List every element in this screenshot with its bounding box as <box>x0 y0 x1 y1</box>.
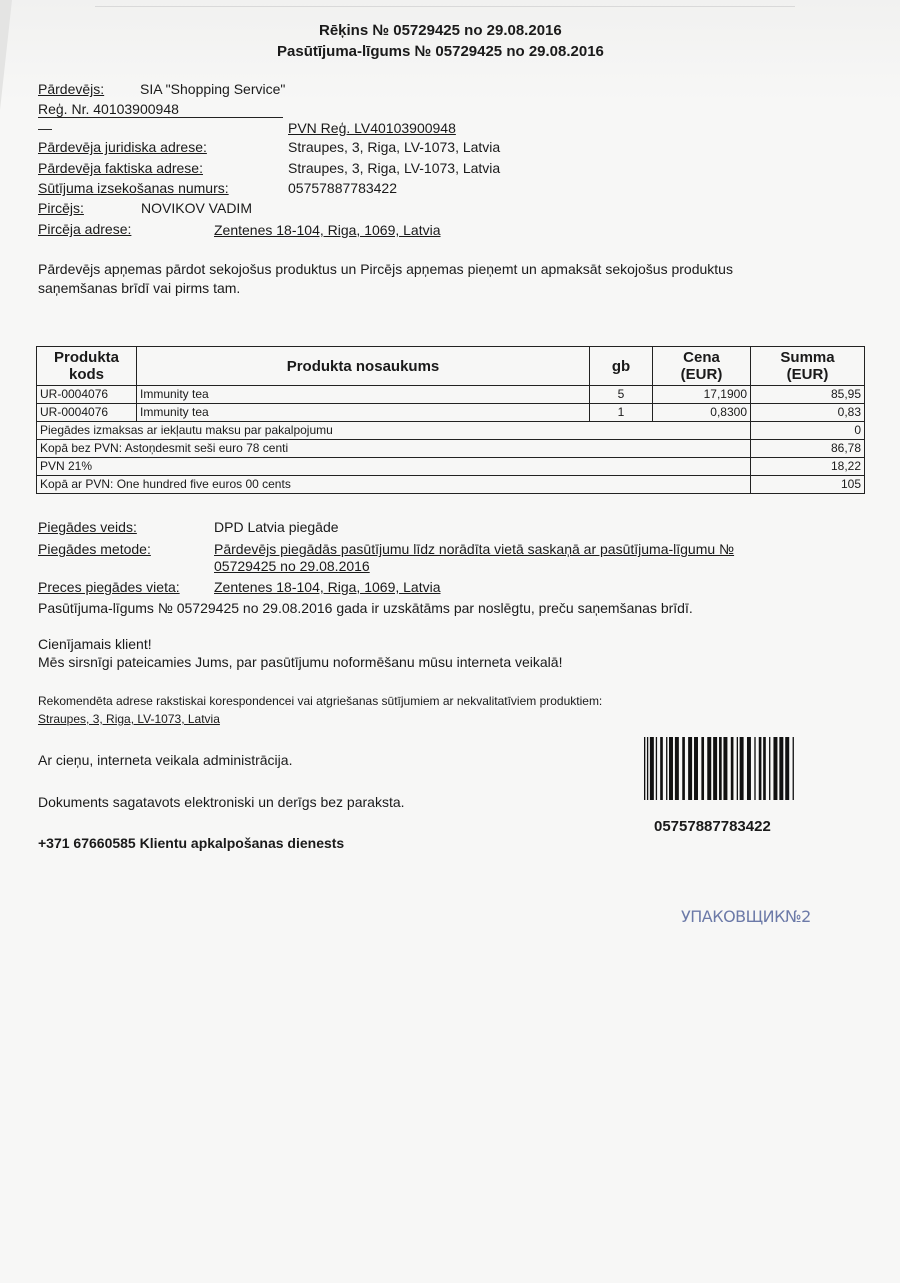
recommend-address: Straupes, 3, Riga, LV-1073, Latvia <box>38 712 220 726</box>
contract-title: Pasūtījuma-līgums № 05729425 no 29.08.2016 <box>277 43 604 60</box>
total-value: 18,22 <box>751 458 865 476</box>
total-row-delivery <box>37 422 865 440</box>
col-sum <box>751 347 865 386</box>
table-row <box>37 404 865 422</box>
total-value: 105 <box>751 476 865 494</box>
barcode-bar <box>688 737 692 800</box>
no-signature: Dokuments sagatavots elektroniski un derīgs bez paraksta. <box>38 794 405 810</box>
buyer-address-value: Zentenes 18-104, Riga, 1069, Latvia <box>214 222 441 238</box>
total-row-gross <box>37 476 865 494</box>
barcode-bar <box>656 737 657 800</box>
delivery-type-label: Piegādes veids: <box>38 519 137 535</box>
seller-value: SIA "Shopping Service" <box>140 81 286 97</box>
delivery-place-value: Zentenes 18-104, Riga, 1069, Latvia <box>214 579 441 595</box>
phone: +371 67660585 Klientu apkalpošanas dienests <box>38 835 345 851</box>
total-label: Kopā bez PVN: Astoņdesmit seši euro 78 centi <box>37 440 751 458</box>
row-name: Immunity tea <box>137 386 590 404</box>
buyer-value: NOVIKOV VADIM <box>141 200 252 216</box>
delivery-place-label: Preces piegādes vieta: <box>38 579 180 595</box>
delivery-method-line1: Pārdevējs piegādās pasūtījumu līdz norādīta vietā saskaņā ar pasūtījuma-līgumu № <box>214 541 735 557</box>
legal-address-value: Straupes, 3, Riga, LV-1073, Latvia <box>288 139 501 155</box>
total-label: Kopā ar PVN: One hundred five euros 00 cents <box>37 476 751 494</box>
barcode-bar <box>707 737 711 800</box>
tracking-label: Sūtījuma izsekošanas numurs: <box>38 180 229 196</box>
barcode-bar <box>647 737 648 800</box>
buyer-address-label: Pircēja adrese: <box>38 221 132 237</box>
row-sum: 0,83 <box>751 404 865 422</box>
col-code-line1: Produkta <box>53 349 119 366</box>
invoice-title: Rēķins № 05729425 no 29.08.2016 <box>319 22 562 39</box>
barcode-bar <box>740 737 744 800</box>
barcode-bar <box>713 737 717 800</box>
barcode-bar <box>737 737 738 800</box>
delivery-method-label: Piegādes metode: <box>38 541 151 557</box>
delivery-type-value: DPD Latvia piegāde <box>214 519 339 535</box>
intro-line-2: saņemšanas brīdī vai pirms tam. <box>38 280 241 296</box>
total-value: 0 <box>751 422 865 440</box>
tracking-value: 05757887783422 <box>288 180 398 196</box>
actual-address-value: Straupes, 3, Riga, LV-1073, Latvia <box>288 160 501 176</box>
seller-label: Pārdevējs: <box>38 81 105 97</box>
total-label: PVN 21% <box>37 458 751 476</box>
contract-note: Pasūtījuma-līgums № 05729425 no 29.08.2016 gada ir uzskātāms par noslēgtu, preču saņemšanas brīdī. <box>38 600 693 616</box>
row-code: UR-0004076 <box>37 404 137 422</box>
barcode-number: 05757887783422 <box>654 818 771 835</box>
barcode-bar <box>669 737 673 800</box>
col-code-line2: kods <box>68 366 104 383</box>
barcode-bar <box>701 737 704 800</box>
row-price: 17,1900 <box>653 386 751 404</box>
row-price: 0,8300 <box>653 404 751 422</box>
regards: Ar cieņu, interneta veikala administrācija. <box>38 752 293 768</box>
barcode-bar <box>773 737 777 800</box>
barcode-bar <box>793 737 794 800</box>
delivery-method-line2: 05729425 no 29.08.2016 <box>214 558 370 574</box>
packer-stamp: УПАКОВЩИК№2 <box>681 907 811 926</box>
row-qty: 1 <box>590 404 653 422</box>
row-name: Immunity tea <box>137 404 590 422</box>
top-edge-line <box>95 6 795 7</box>
recommend-text: Rekomendēta adrese rakstiskai korespondencei vai atgriešanas sūtījumiem ar nekvalitatīviem produktiem: <box>38 694 603 708</box>
row-qty: 5 <box>590 386 653 404</box>
col-name: Produkta nosaukums <box>137 347 590 386</box>
barcode-bar <box>675 737 679 800</box>
total-row-net <box>37 440 865 458</box>
barcode-bar <box>666 737 667 800</box>
col-price-line1: Cena <box>683 349 720 366</box>
col-sum-line1: Summa <box>780 349 835 366</box>
legal-address-label: Pārdevēja juridiska adrese: <box>38 139 207 155</box>
col-sum-line2: (EUR) <box>786 366 829 383</box>
barcode-bar <box>694 737 698 800</box>
barcode-bar <box>763 737 766 800</box>
vat-reg: PVN Reģ. LV40103900948 <box>288 120 456 136</box>
barcode-bar <box>785 737 789 800</box>
barcode-bar <box>759 737 762 800</box>
barcode-bar <box>779 737 783 800</box>
buyer-label: Pircējs: <box>38 200 84 216</box>
actual-address-label: Pārdevēja faktiska adrese: <box>38 160 203 176</box>
reg-number: Reģ. Nr. 40103900948 <box>38 101 283 118</box>
total-row-vat <box>37 458 865 476</box>
table-header-row <box>37 347 865 386</box>
dash: — <box>38 120 52 136</box>
col-price-line2: (EUR) <box>680 366 723 383</box>
intro-line-1: Pārdevējs apņemas pārdot sekojošus produktus un Pircējs apņemas pieņemt un apmaksāt sekojošus produktus <box>38 261 733 277</box>
items-table <box>36 346 865 494</box>
barcode-bar <box>660 737 663 800</box>
col-code <box>37 347 137 386</box>
table-row <box>37 386 865 404</box>
folded-corner <box>0 0 12 110</box>
barcode-bar <box>747 737 751 800</box>
barcode-bar <box>754 737 755 800</box>
row-code: UR-0004076 <box>37 386 137 404</box>
barcode-bar <box>731 737 734 800</box>
total-label: Piegādes izmaksas ar iekļautu maksu par pakalpojumu <box>37 422 751 440</box>
barcode-bar <box>723 737 727 800</box>
total-value: 86,78 <box>751 440 865 458</box>
col-price <box>653 347 751 386</box>
barcode-bar <box>769 737 770 800</box>
barcode-bar <box>644 737 645 800</box>
row-sum: 85,95 <box>751 386 865 404</box>
greeting: Cienījamais klient! <box>38 636 152 652</box>
barcode-bar <box>719 737 722 800</box>
barcode-icon <box>644 737 797 800</box>
barcode-bar <box>682 737 685 800</box>
thanks: Mēs sirsnīgi pateicamies Jums, par pasūtījumu noformēšanu mūsu interneta veikalā! <box>38 654 563 670</box>
col-qty: gb <box>590 347 653 386</box>
barcode-bar <box>650 737 654 800</box>
